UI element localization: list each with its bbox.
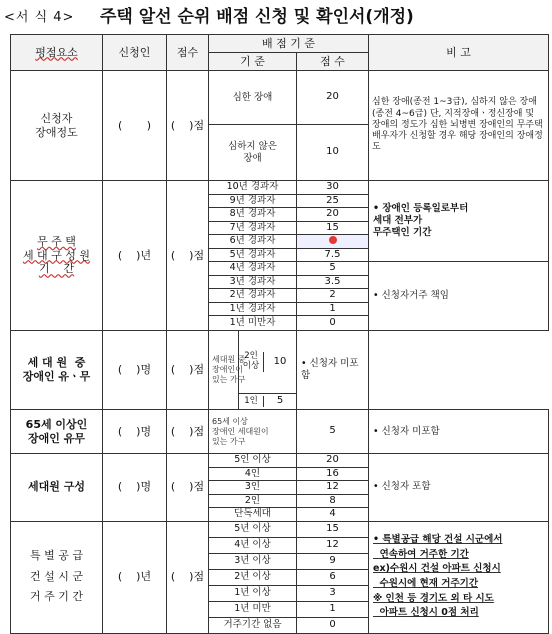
points-cell: 30 <box>297 181 369 195</box>
criteria-row: 2년 이상 <box>209 569 297 585</box>
points-cell: 25 <box>297 194 369 208</box>
header-allocation: 배 점 기 준 <box>209 35 369 53</box>
points-cell: 16 <box>297 467 369 481</box>
criteria-row: 1년 미만자 <box>209 316 297 331</box>
factor-member-disabled: 세 대 원 중 장애인 유ㆍ무 <box>11 331 103 410</box>
points-cell: 5 <box>297 410 369 454</box>
criteria-row: 2년 경과자 <box>209 289 297 303</box>
remark-residence: • 특별공급 해당 건설 시군에서 연속하여 거주한 기간 ex)수원시 건설 아파트 신청시 수원시에 현재 거주기간 ※ 인천 등 경기도 외 타 시도 아파트 신청시 0점 처리 <box>369 521 549 633</box>
points-cell: 0 <box>297 617 369 633</box>
points-cell: 1 <box>297 601 369 617</box>
score-member-disabled-field[interactable]: ( )점 <box>167 331 209 410</box>
form-title: 주택 알선 순위 배점 신청 및 확인서(개정) <box>100 7 414 27</box>
criteria-row: 5년 경과자 <box>209 248 297 262</box>
criteria-row: 4년 이상 <box>209 537 297 553</box>
criteria-row: 1년 경과자 <box>209 302 297 316</box>
header-remarks: 비 고 <box>369 35 549 71</box>
criteria-row: 1년 이상 <box>209 585 297 601</box>
criteria-row: 단독세대 <box>209 508 297 522</box>
factor-homeless: 무 주 택 세 대 구 성 원 기 간 <box>11 181 103 331</box>
points-cell: 12 <box>297 481 369 495</box>
points-cell: 3.5 <box>297 275 369 289</box>
factor-elderly: 65세 이상인 장애인 유무 <box>11 410 103 454</box>
points-cell: 5 <box>276 395 284 407</box>
header-score: 점수 <box>167 35 209 71</box>
criteria-sub <box>239 331 297 394</box>
score-residence-field[interactable]: ( )점 <box>167 521 209 633</box>
points-cell: 20 <box>297 71 369 125</box>
header-factor: 평점요소 <box>11 35 103 71</box>
score-elderly-field[interactable]: ( )점 <box>167 410 209 454</box>
criteria-sub-label: 1인 <box>239 396 264 407</box>
applicant-residence-field[interactable]: ( )년 <box>103 521 167 633</box>
points-cell: 7.5 <box>297 248 369 262</box>
criteria-row: 4인 <box>209 467 297 481</box>
selection-marker-icon <box>329 236 337 244</box>
points-cell: 10 <box>297 125 369 181</box>
criteria-sub <box>239 394 297 410</box>
criteria-row: 7년 경과자 <box>209 221 297 235</box>
header-criteria: 기 준 <box>209 53 297 71</box>
points-cell: 20 <box>297 208 369 222</box>
points-cell: 20 <box>297 454 369 468</box>
scoring-table <box>10 34 549 634</box>
applicant-elderly-field[interactable]: ( )명 <box>103 410 167 454</box>
criteria-row: 4년 경과자 <box>209 262 297 276</box>
points-cell-selected[interactable] <box>297 235 369 249</box>
points-cell: 2 <box>297 289 369 303</box>
header-points: 점 수 <box>297 53 369 71</box>
factor-residence: 특 별 공 급 건 설 시 군 거 주 기 간 <box>11 521 103 633</box>
points-cell: 10 <box>273 355 287 367</box>
points-cell: 15 <box>297 221 369 235</box>
points-cell: 3 <box>297 585 369 601</box>
score-disability-field[interactable]: ( )점 <box>167 71 209 181</box>
factor-disability: 신청자 장애정도 <box>11 71 103 181</box>
criteria-row: 5년 이상 <box>209 521 297 537</box>
criteria-elderly: 65세 이상 장애인 세대원이 있는 가구 <box>209 410 297 454</box>
criteria-row: 8년 경과자 <box>209 208 297 222</box>
criteria-sub-label: 2인 이상 <box>239 352 264 372</box>
criteria-row: 3년 이상 <box>209 553 297 569</box>
remark-elderly: • 신청자 미포함 <box>369 410 549 454</box>
applicant-homeless-field[interactable]: ( )년 <box>103 181 167 331</box>
points-cell: 1 <box>297 302 369 316</box>
points-cell: 8 <box>297 494 369 508</box>
remark-member-disabled: • 신청자 미포함 <box>297 331 369 410</box>
criteria-row: 거주기간 없음 <box>209 617 297 633</box>
remark-homeless-period: • 장애인 등록일로부터 세대 전부가 무주택인 기간 <box>369 181 549 262</box>
points-cell: 4 <box>297 508 369 522</box>
form-header <box>0 0 552 30</box>
score-household-field[interactable]: ( )점 <box>167 454 209 522</box>
points-cell: 15 <box>297 521 369 537</box>
factor-household: 세대원 구성 <box>11 454 103 522</box>
criteria-row: 3인 <box>209 481 297 495</box>
points-cell: 0 <box>297 316 369 331</box>
criteria-row: 심한 장애 <box>209 71 297 125</box>
score-homeless-field[interactable]: ( )점 <box>167 181 209 331</box>
criteria-row: 2인 <box>209 494 297 508</box>
points-cell: 12 <box>297 537 369 553</box>
points-cell: 9 <box>297 553 369 569</box>
points-cell: 5 <box>297 262 369 276</box>
applicant-disability-field[interactable]: ( ) <box>103 71 167 181</box>
applicant-household-field[interactable]: ( )명 <box>103 454 167 522</box>
criteria-row: 10년 경과자 <box>209 181 297 195</box>
applicant-member-disabled-field[interactable]: ( )명 <box>103 331 167 410</box>
remark-household: • 신청자 포함 <box>369 454 549 522</box>
points-cell: 6 <box>297 569 369 585</box>
criteria-row: 5인 이상 <box>209 454 297 468</box>
criteria-row: 9년 경과자 <box>209 194 297 208</box>
criteria-row: 1년 미만 <box>209 601 297 617</box>
header-applicant: 신청인 <box>103 35 167 71</box>
criteria-row: 심하지 않은 장애 <box>209 125 297 181</box>
remark-disability: 심한 장애(종전 1~3급), 심하지 않은 장애(종전 4~6급) 단, 지적장애ㆍ정신장애 및 장애의 정도가 심한 뇌병변 장애인의 무주택 배우자가 신청할 경우 해당 장애인의 장애정도 <box>369 71 549 181</box>
criteria-member-disabled: 세대원 중 장애인이 있는 가구 <box>209 331 239 410</box>
criteria-row: 3년 경과자 <box>209 275 297 289</box>
remark-homeless-residence: • 신청자거주 책임 <box>369 262 549 331</box>
form-number: <서 식 4> <box>4 10 75 25</box>
criteria-row: 6년 경과자 <box>209 235 297 249</box>
